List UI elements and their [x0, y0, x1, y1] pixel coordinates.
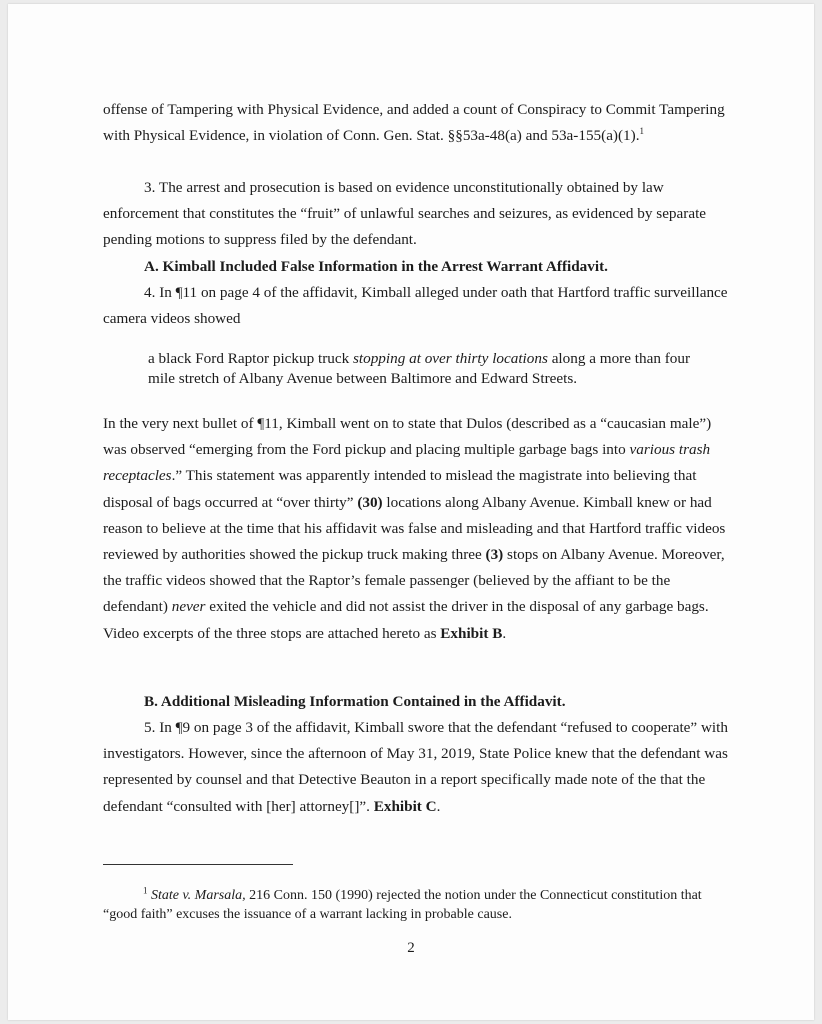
paragraph-4: 4. In ¶11 on page 4 of the affidavit, Kimball alleged under oath that Hartford traffic surveillance camera videos showed [103, 284, 728, 328]
paragraph-bullet-11: In the very next bullet of ¶11, Kimball went on to state that Dulos (described as a “caucasian male”) was observed “emerging from the Ford pickup and placing multiple garbage bags into various trash receptacles.” This statement was apparently intended to mislead the magistrate into believing that disposal of bags occurred at “over thirty” (30) locations along Albany Avenue. Kimball knew or had reason to believe at the time that his affidavit was false and misleading and that Hartford traffic videos reviewed by authorities showed the pickup truck making three (3) stops on Albany Avenue. Moreover, the traffic videos showed that the Raptor’s female passenger (believed by the affiant to be the defendant) never exited the vehicle and did not assist the driver in the disposal of any garbage bags. Video excerpts of the three stops are attached hereto as Exhibit B. [103, 415, 726, 642]
exhibit-c-reference: Exhibit C [373, 797, 437, 815]
document-page [8, 4, 814, 1020]
exhibit-b-reference: Exhibit B [440, 624, 503, 642]
paragraph-5: 5. In ¶9 on page 3 of the affidavit, Kimball swore that the defendant “refused to cooperate” with investigators. However, since the afternoon of May 31, 2019, State Police knew that the defendant was represented by counsel and that Detective Beauton in a report specifically made note of the that the defendant “consulted with [her] attorney[]”. Exhibit C. [103, 719, 728, 815]
footnote: $^1$ State v. Marsala, 216 Conn. 150 (1990) rejected the notion under the Connecticut constitution that “good faith” excuses the issuance of a warrant lacking in probable cause. [103, 885, 702, 922]
footnote-reference: 1 [639, 126, 644, 137]
footnote-divider [103, 864, 293, 865]
block-quote: a black Ford Raptor pickup truck stopping at over thirty locations along a more than four mile stretch of Albany Avenue between Baltimore and Edward Streets. [148, 350, 691, 387]
paragraph-3: 3. The arrest and prosecution is based on evidence unconstitutionally obtained by law enforcement that constitutes the “fruit” of unlawful searches and seizures, as evidenced by separate pending motions to suppress filed by the defendant. [103, 179, 707, 249]
page-number: 2 [407, 940, 415, 956]
case-citation: State v. Marsala, [151, 888, 246, 903]
paragraph-continuation [103, 97, 733, 149]
heading-b: B. Additional Misleading Information Contained in the Affidavit. [144, 693, 566, 710]
heading-a: A. Kimball Included False Information in the Arrest Warrant Affidavit. [144, 258, 608, 275]
paragraph-continuation-text: offense of Tampering with Physical Evidence, and added a count of Conspiracy to Commit Tampering with Physical Evidence, in violation of Conn. Gen. Stat. §§53a-48(a) and 53a-155(a)(1). [103, 101, 725, 145]
quote-emphasis: stopping at over thirty locations [352, 350, 548, 367]
footnote-number: 1 [143, 885, 148, 896]
